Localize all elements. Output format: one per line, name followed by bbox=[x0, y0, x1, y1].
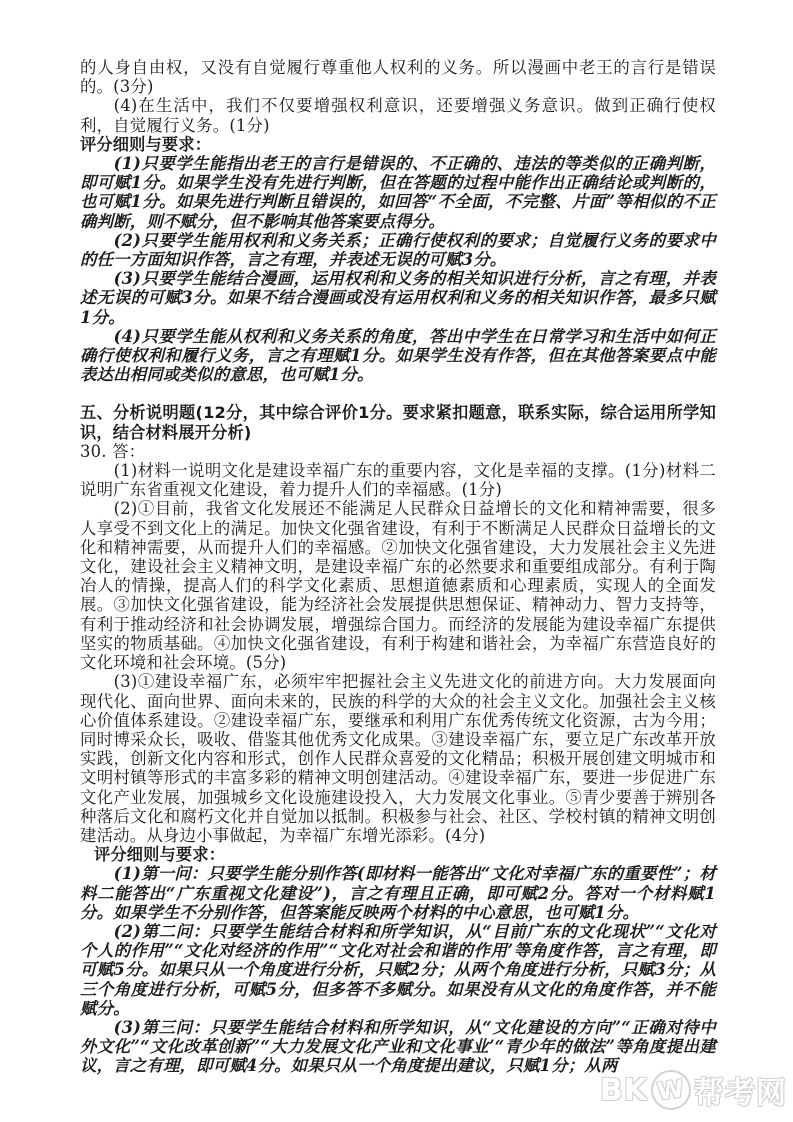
section-5-heading: 五、分析说明题(12分，其中综合评价1分。要求紧扣题意，联系实际，综合运用所学知识，结合材料展开分析) bbox=[80, 403, 716, 442]
scoring-rule-1: (1)只要学生能指出老王的言行是错误的、不正确的、违法的等类似的正确判断，即可赋1分。如果学生没有先进行判断，但在答题的过程中能作出正确结论或判断的，也可赋1分。如果先进行判断且错误的，如回答“不全面，不完整、片面”等相似的不正确判断，则不赋分，但不影响其他答案要点得分。 bbox=[80, 154, 716, 231]
question-30-label: 30. 答： bbox=[80, 441, 146, 461]
watermark-logo bbox=[600, 1068, 787, 1112]
answer-point-4: (4)在生活中，我们不仅要增强权利意识，还要增强义务意识。做到正确行使权利，自觉履行义务。(1分) bbox=[80, 96, 716, 135]
scoring-rule-4: (4)只要学生能从权利和义务关系的角度，答出中学生在日常学习和生活中如何正确行使权利和履行义务，言之有理赋1分。如果学生没有作答，但在其他答案要点中能表达出相同或类似的意思，也可赋1分。 bbox=[80, 326, 716, 385]
bkw-logo-circle-icon bbox=[648, 1067, 693, 1112]
q30-answer-part-3: (3)①建设幸福广东，必须牢牢把握社会主义先进文化的前进方向。大力发展面向现代化、面向世界、面向未来的，民族的科学的大众的社会主义文化。加强社会主义核心价值体系建设。②建设幸福广东，要继承和利用广东优秀传统文化资源，古为今用；同时博采众长，吸收、借鉴其他优秀文化成果。③建设幸福广东，要立足广东改革开放实践，创新文化内容和形式，创作人民群众喜爱的文化精品；积极开展创建文明城市和文明村镇等形式的丰富多彩的精神文明创建活动。④建设幸福广东，要进一步促进广东文化产业发展，加强城乡文化设施建设投入，大力发展文化事业。⑤青少要善于辨别各种落后文化和腐朽文化并自觉加以抵制。积极参与社会、社区、学校村镇的精神文明创建活动。从身边小事做起，为幸福广东增光添彩。(4分) bbox=[80, 672, 716, 845]
q30-scoring-rule-3: (3)第三问：只要学生能结合材料和所学知识，从“文化建设的方向”“正确对待中外文化”“文化改革创新”“大力发展文化产业和文化事业’“青少年的做法”等角度提出建议，言之有理，即可赋4分。如果只从一个角度提出建议，只赋1分；从两 bbox=[80, 1017, 716, 1076]
scoring-rule-3: (3)只要学生能结合漫画，运用权利和义务的相关知识进行分析，言之有理，并表述无误的可赋3分。如果不结合漫画或没有运用权利和义务的相关知识作答，最多只赋1分。 bbox=[80, 269, 716, 327]
q30-answer-part-2: (2)①目前，我省文化发展还不能满足人民群众日益增长的文化和精神需要，很多人享受不到文化上的满足。加快文化强省建设，有利于不断满足人民群众日益增长的文化和精神需要，从而提升人们的幸福感。②加快文化强省建设，大力发展社会主义先进文化，建设社会主义精神文明，是建设幸福广东的必然要求和重要组成部分。有利于陶冶人的情操，提高人们的科学文化素质、思想道德素质和心理素质，实现人的全面发展。③加快文化强省建设，能为经济社会发展提供思想保证、精神动力、智力支持等，有利于推动经济和社会协调发展，增强综合国力。而经济的发展能为建设幸福广东提供坚实的物质基础。④加快文化强省建设，有利于构建和谐社会，为幸福广东营造良好的文化环境和社会环境。(5分) bbox=[80, 499, 716, 673]
q30-scoring-rule-1: (1)第一问：只要学生能分别作答(即材料一能答出“文化对幸福广东的重要性”；材料二能答出“广东重视文化建设”)，言之有理且正确，即可赋2分。答对一个材料赋1分。如果学生不分别作答，但答案能反映两个材料的中心意思，也可赋1分。 bbox=[80, 864, 716, 922]
bkw-logo-letters: BK bbox=[599, 1072, 648, 1108]
q30-answer-part-1: (1)材料一说明文化是建设幸福广东的重要内容，文化是幸福的支撑。(1分)材料二说明广东省重视文化建设，着力提升人们的幸福感。(1分) bbox=[80, 461, 716, 500]
watermark-site-name: 帮考网 bbox=[694, 1076, 787, 1111]
q30-scoring-rule-2: (2)第二问：只要学生能结合材料和所学知识，从“目前广东的文化现状”“文化对个人的作用”“文化对经济的作用”“文化对社会和谐的作用’等角度作答，言之有理，即可赋5分。如果只从一个角度进行分析，只赋2分；从两个角度进行分析，只赋3分；从三个角度进行分析，可赋5分，但多答不多赋分。如果没有从文化的角度作答，并不能赋分。 bbox=[80, 921, 716, 1018]
scoring-rules-heading-2: 评分细则与要求： bbox=[94, 845, 226, 865]
answer-continuation-paragraph: 的人身自由权，又没有自觉履行尊重他人权利的义务。所以漫画中老王的言行是错误的。(3分) bbox=[80, 58, 716, 97]
scoring-rules-heading-1: 评分细则与要求： bbox=[80, 134, 212, 154]
scoring-rule-2: (2)只要学生能用权利和义务关系；正确行使权利的要求；自觉履行义务的要求中的任一方面知识作答，言之有理，并表述无误的可赋3分。 bbox=[80, 230, 716, 270]
document-page bbox=[80, 58, 716, 1076]
bkw-logo-w: W bbox=[655, 1074, 687, 1106]
